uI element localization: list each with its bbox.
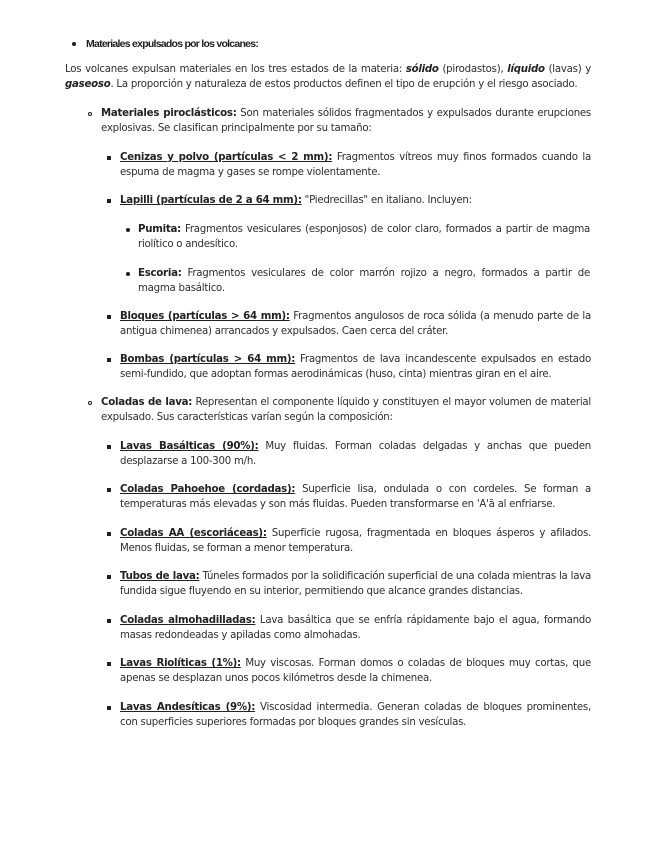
item-text: Fragmentos vítreos muy finos formados cuando la espuma de magma y gases se rompe violentamente.	[120, 152, 592, 178]
item-body	[120, 614, 591, 643]
item-body	[120, 194, 591, 209]
item-text: Fragmentos angulosos de roca sólida (a menudo parte de la antigua chimenea) arrancados y expulsados. Caen cerca del cráter.	[120, 311, 591, 337]
item-label: Lavas Basálticas (90%):	[120, 441, 259, 452]
intro-text-3: (lavas) y	[544, 64, 592, 75]
item-text: Túneles formados por la solidificación superficial de una colada mientras la lava fundida sigue fluyendo en su interior, permitiendo que alcance grandes distancias.	[120, 571, 591, 597]
item-text: Representan el componente líquido y constituyen el mayor volumen de material expulsado. Sus características varían según la composición:	[101, 397, 592, 423]
bullet-square-icon	[107, 619, 111, 623]
term-gaseoso: gaseoso	[65, 78, 111, 90]
intro-text-1: Los volcanes expulsan materiales en los tres estados de la materia:	[65, 64, 406, 75]
item-label: Bombas (partículas > 64 mm):	[120, 354, 296, 365]
bullet-disc-icon	[126, 272, 130, 276]
item-body	[120, 483, 591, 512]
term-liquido: líquido	[507, 64, 545, 75]
intro-paragraph	[65, 63, 591, 92]
item-body	[120, 310, 591, 339]
bullet-square-icon	[107, 358, 111, 362]
item-label: Tubos de lava:	[120, 571, 200, 582]
item-body	[120, 440, 591, 469]
item-label: Pumita:	[138, 224, 181, 235]
heading-text: Materiales expulsados por los volcanes:	[86, 38, 259, 50]
item-body	[138, 267, 590, 296]
bullet-circle-icon	[88, 401, 92, 405]
intro-text-4: . La proporción y naturaleza de estos productos definen el tipo de erupción y el riesgo asociado.	[110, 78, 578, 90]
item-label: Materiales piroclásticos:	[101, 108, 237, 119]
item-body	[138, 223, 590, 252]
bullet-square-icon	[107, 532, 111, 536]
item-label: Lavas Andesíticas (9%):	[120, 702, 256, 713]
intro-text-2: (pirodastos),	[438, 64, 508, 75]
bullet-square-icon	[107, 662, 111, 666]
item-label: Lapilli (partículas de 2 a 64 mm):	[120, 195, 302, 206]
bullet-square-icon	[107, 445, 111, 449]
item-label: Coladas almohadilladas:	[120, 615, 256, 626]
bullet-square-icon	[107, 315, 111, 319]
item-label: Coladas AA (escoriáceas):	[120, 528, 267, 539]
item-text: Son materiales sólidos fragmentados y expulsados durante erupciones explosivas. Se clasifican principalmente por su tamaño:	[101, 108, 591, 134]
item-label: Escoria:	[138, 268, 182, 279]
item-text: Muy viscosas. Forman domos o coladas de bloques muy cortas, que apenas se desplazan unos pocos kilómetros desde la chimenea.	[120, 658, 591, 684]
item-text: "Piedrecillas" en italiano. Incluyen:	[301, 195, 472, 206]
item-body	[120, 570, 591, 599]
item-label: Lavas Riolíticas (1%):	[120, 658, 241, 669]
item-text: Fragmentos vesiculares de color marrón rojizo a negro, formados a partir de magma basáltico.	[138, 268, 590, 294]
item-body	[101, 396, 591, 425]
bullet-disc-icon	[126, 228, 130, 232]
item-label: Coladas Pahoehoe (cordadas):	[120, 484, 296, 495]
bullet-disc-icon	[72, 42, 76, 46]
item-label: Coladas de lava:	[101, 397, 193, 408]
item-body	[120, 701, 591, 730]
bullet-square-icon	[107, 156, 111, 160]
item-body	[120, 657, 591, 686]
bullet-square-icon	[107, 488, 111, 492]
item-body	[120, 353, 591, 382]
bullet-square-icon	[107, 199, 111, 203]
term-solido: sólido	[405, 64, 439, 75]
item-body	[120, 527, 591, 556]
bullet-square-icon	[107, 706, 111, 710]
item-text: Viscosidad intermedia. Generan coladas de bloques prominentes, con superficies superiores formadas por bloques grandes sin vesículas.	[120, 702, 591, 728]
item-label: Cenizas y polvo (partículas < 2 mm):	[120, 152, 333, 163]
bullet-square-icon	[107, 575, 111, 579]
item-body	[101, 107, 591, 136]
item-text: Superficie rugosa, fragmentada en bloques ásperos y afilados. Menos fluidas, se forman a menor temperatura.	[120, 528, 592, 554]
item-text: Superficie lisa, ondulada o con cordeles. Se forman a temperaturas más elevadas y son más fluidas. Pueden transformarse en 'A'ā al enfriarse.	[120, 484, 591, 510]
item-body	[120, 151, 591, 180]
item-text: Fragmentos vesiculares (esponjosos) de color claro, formados a partir de magma riolítico o andesítico.	[138, 224, 590, 250]
item-text: Muy fluidas. Forman coladas delgadas y anchas que pueden desplazarse a 100-300 m/h.	[120, 441, 591, 467]
item-label: Bloques (partículas > 64 mm):	[120, 311, 290, 322]
item-text: Lava basáltica que se enfría rápidamente bajo el agua, formando masas redondeadas y apiladas como almohadas.	[120, 615, 591, 641]
bullet-circle-icon	[88, 112, 92, 116]
section-heading	[72, 38, 258, 50]
item-text: Fragmentos de lava incandescente expulsados en estado semi-fundido, que adoptan formas aerodinámicas (huso, cinta) mientras giran en el aire.	[120, 354, 591, 380]
